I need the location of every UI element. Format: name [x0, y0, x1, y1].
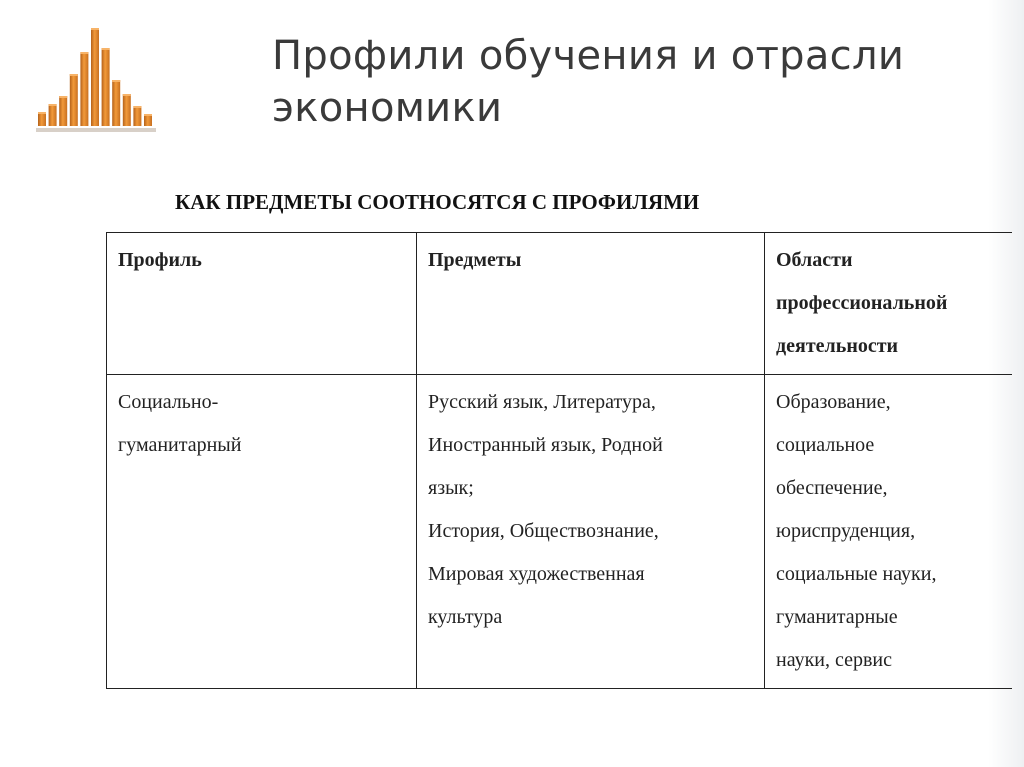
- cell-profile: Социально- гуманитарный: [107, 375, 417, 689]
- slide-title-line-1: Профили обучения и отрасли: [272, 33, 905, 79]
- logo-bar-top: [80, 52, 88, 54]
- logo-bar: [59, 96, 67, 126]
- logo-shadow: [36, 128, 156, 132]
- logo-bar-top: [123, 94, 131, 96]
- logo-bar-top: [102, 48, 110, 50]
- logo-bar-top: [91, 28, 99, 30]
- logo-bar: [102, 48, 110, 126]
- logo-bar-top: [144, 114, 152, 116]
- header-subjects: Предметы: [417, 233, 765, 375]
- logo-bar: [80, 52, 88, 126]
- logo-bar: [70, 74, 78, 126]
- logo-bar: [133, 106, 141, 126]
- table-caption: КАК ПРЕДМЕТЫ СООТНОСЯТСЯ С ПРОФИЛЯМИ: [175, 190, 700, 214]
- slide-title: [272, 30, 972, 134]
- logo-bar-top: [49, 104, 57, 106]
- logo-bar-top: [133, 106, 141, 108]
- logo-bar-top: [112, 80, 120, 82]
- header-areas: Области профессиональной деятельности: [765, 233, 1013, 375]
- logo-bar: [38, 112, 46, 126]
- logo-bar-top: [38, 112, 46, 114]
- logo-bar-top: [70, 74, 78, 76]
- table-header-row: [107, 233, 1013, 375]
- slide-title-line-2: экономики: [272, 85, 503, 131]
- logo-bar: [49, 104, 57, 126]
- profiles-table: [106, 232, 1012, 689]
- table-row: [107, 375, 1013, 689]
- header-profile: Профиль: [107, 233, 417, 375]
- logo-bar: [112, 80, 120, 126]
- cell-subjects: Русский язык, Литература, Иностранный язык, Родной язык; История, Обществознание, Мировая художественная культура: [417, 375, 765, 689]
- logo-bar-top: [59, 96, 67, 98]
- logo-bar: [123, 94, 131, 126]
- cell-areas: Образование, социальное обеспечение, юриспруденция, социальные науки, гуманитарные науки, сервис: [765, 375, 1013, 689]
- bar-chart-logo-icon: [32, 26, 162, 138]
- logo-bar: [91, 28, 99, 126]
